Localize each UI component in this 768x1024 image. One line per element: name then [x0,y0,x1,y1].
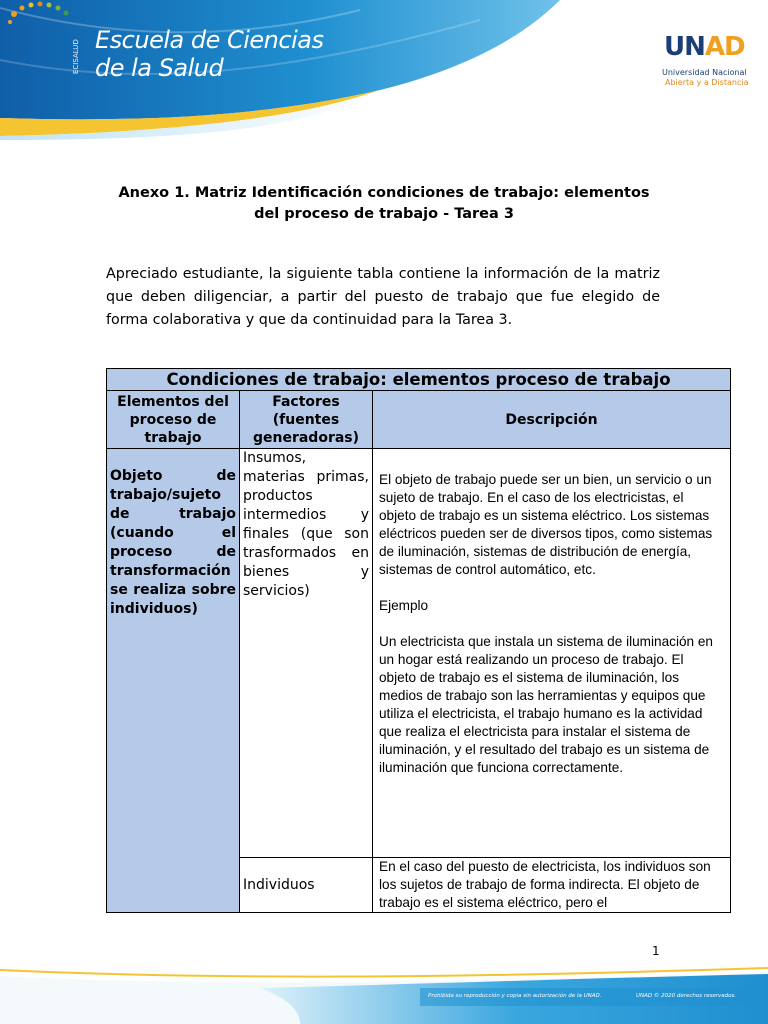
unad-logo-wordmark [664,32,745,62]
logo-ad: AD [704,32,745,62]
logo-subtitle-2: Abierta y a Distancia [665,78,749,87]
column-header-elements: Elementos del proceso de trabajo [107,391,240,449]
school-name-line1: Escuela de Ciencias [95,26,324,54]
footer-banner [0,966,768,1024]
column-header-factors: Factores (fuentes generadoras) [240,391,373,449]
description-example-label: Ejemplo [379,598,429,613]
school-name-line2: de la Salud [95,54,224,82]
factor-cell: Insumos, materias primas, productos intermedios y finales (que son trasformados en bienes y servicios) [240,449,373,858]
document-title [108,183,660,225]
conditions-matrix-table [106,368,731,913]
page-number: 1 [652,944,660,958]
document-title-line2: del proceso de trabajo - Tarea 3 [254,206,514,222]
table-header-row [107,391,731,449]
table-caption-row [107,369,731,391]
logo-subtitle-1: Universidad Nacional [662,68,747,77]
header-banner [0,0,768,140]
footer-note: Prohibida su reproducción y copia sin autorización de la UNAD. [428,993,602,999]
description-paragraph: En el caso del puesto de electricista, los individuos son los sujetos de trabajo de forma indirecta. El objeto de trabajo es el sistema eléctrico, pero el [379,859,711,910]
description-cell [373,858,731,913]
description-cell [373,449,731,858]
factor-cell: Individuos [240,858,373,913]
school-sidetag: ECISALUD [72,39,80,75]
school-name [95,26,323,82]
logo-un: UN [664,32,705,62]
description-paragraph: El objeto de trabajo puede ser un bien, un servicio o un sujeto de trabajo. En el caso de los electricistas, el objeto de trabajo es un sistema eléctrico. Los sistemas eléctricos pueden ser de diversos tipos, como sistemas de iluminación, sistemas de distribución de energía, sistemas de control automático, etc. [379,472,713,577]
table-caption: Condiciones de trabajo: elementos proceso de trabajo [107,369,731,391]
description-paragraph: Un electricista que instala un sistema de iluminación en un hogar está realizando un proceso de trabajo. El objeto de trabajo es el sistema de iluminación, los medios de trabajo son las herramientas y equipos que utiliza el electricista, el trabajo humano es la actividad que realiza el electricista para instalar el sistema de iluminación, y el resultado del trabajo es un sistema de iluminación que funciona correctamente. [379,634,713,775]
document-title-line1: Anexo 1. Matriz Identificación condiciones de trabajo: elementos [118,185,650,201]
unad-logo-dots-icon [0,0,90,70]
table-row [107,449,731,858]
intro-paragraph: Apreciado estudiante, la siguiente tabla contiene la información de la matriz que deben diligenciar, a partir del puesto de trabajo que fue elegido de forma colaborativa y que da continuidad para la Tarea 3. [106,266,660,328]
column-header-description: Descripción [373,391,731,449]
element-cell: Objeto de trabajo/sujeto de trabajo (cuando el proceso de transformación se realiza sobre individuos) [107,449,240,913]
footer-copyright: UNAD © 2020 derechos reservados. [636,993,737,999]
